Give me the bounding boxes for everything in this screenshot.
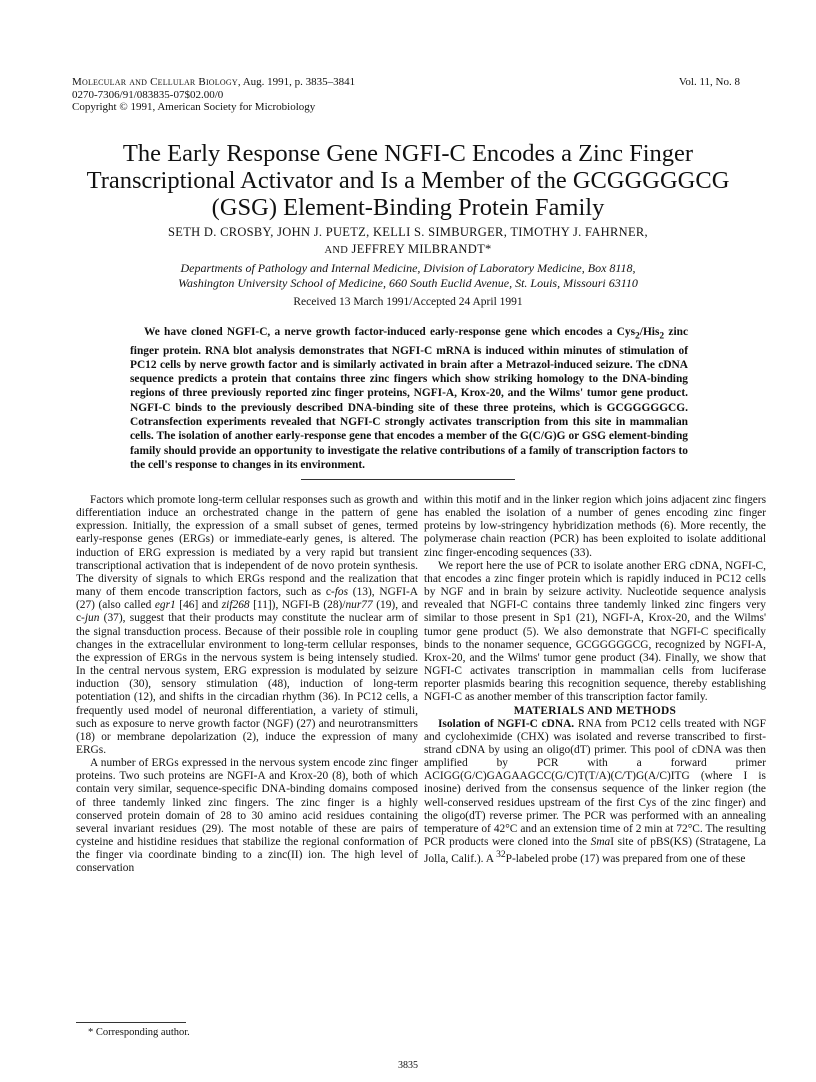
article-code: 0270-7306/91/083835-07$02.00/0 [72, 88, 224, 101]
page-number: 3835 [398, 1060, 418, 1071]
affiliation-line-1: Departments of Pathology and Internal Medicine, Division of Laboratory Medicine, Box 8118, [180, 261, 636, 275]
paragraph: within this motif and in the linker region which joins adjacent zinc fingers has enabled the isolation of a number of genes encoding zinc finger proteins by low-stringency hybridization methods (6). More recently, the polymerase chain reaction (PCR) has been exploited to isolate additional zinc finger-encoding sequences (33). [424, 494, 766, 559]
authors-line-1: SETH D. CROSBY, JOHN J. PUETZ, KELLI S. SIMBURGER, TIMOTHY J. FAHRNER, [168, 225, 648, 239]
footnote-divider [76, 1022, 186, 1023]
journal-name: Molecular and Cellular Biology [72, 76, 238, 88]
paragraph: We report here the use of PCR to isolate another ERG cDNA, NGFI-C, that encodes a zinc finger protein which is rapidly induced in PC12 cells by NGF and in brain by seizure activity. Nucleotide sequence analysis revealed that NGFI-C contains three tandemly linked zinc fingers very similar to those present in Sp1 (21), NGFI-A, Krox-20, and the Wilms' tumor gene product (5). We also demonstrate that NGFI-C specifically binds to the nonamer sequence, GCGGGGGCG, recognized by NGFI-A, Krox-20, and the Wilms' tumor gene product (34). Finally, we show that NGFI-C activates transcription in mammalian cells from luciferase reporter plasmids bearing this recognition sequence, thereby establishing NGFI-C as another member of this transcription factor family. [424, 559, 766, 704]
copyright-notice: Copyright © 1991, American Society for Microbiology [72, 101, 316, 113]
paragraph: A number of ERGs expressed in the nervous system encode zinc finger proteins. Two such proteins are NGFI-A and Krox-20 (8), both of which contain very similar, sequence-specific DNA-binding domains composed of three tandemly linked zinc fingers. The zinc finger is a highly conserved protein domain of 28 to 30 amino acid residues containing several invariant residues (29). The most notable of these are pairs of cysteine and histidine residues that stabilize the regional conformation of the finger via coordinate binding to a zinc(II) ion. The high level of conservation [76, 757, 418, 875]
abstract: We have cloned NGFI-C, a nerve growth factor-induced early-response gene which encodes a Cys$_2$/His$_2$ zinc finger protein. RNA blot analysis demonstrates that NGFI-C mRNA is induced within minutes of stimulation of PC12 cells by nerve growth factor and is similarly activated in brain after a Metrazol-induced seizure. The cDNA sequence predicts a protein that contains three zinc fingers which show striking homology to the DNA-binding regions of three previously reported zinc finger proteins, NGFI-A, Krox-20, and the Wilms' tumor gene product. NGFI-C binds to the previously described DNA-binding site of these three proteins, which is GCGGGGGCG. Cotransfection experiments revealed that NGFI-C strongly activates transcription from this site in mammalian cells. The isolation of another early-response gene that encodes a member of the G(C/G)G or GSG element-binding family should provide an opportunity to investigate the relative contributions of a family of transcription factors to the cell's response to changes in its environment. [130, 326, 688, 471]
received-dates: Received 13 March 1991/Accepted 24 April 1991 [293, 296, 523, 308]
article-title: The Early Response Gene NGFI-C Encodes a Zinc Finger Transcriptional Activator and Is a Member of the GCGGGGGCG (GSG) Element-Binding Protein Family [86, 140, 730, 221]
journal-issue: , Aug. 1991, p. 3835–3841 [237, 76, 356, 88]
body-right-column [424, 494, 766, 866]
footnote: * Corresponding author. [88, 1027, 190, 1038]
authors-line-2 [60, 241, 756, 259]
authors-and: AND [324, 245, 349, 256]
journal-citation [72, 76, 492, 89]
volume-number: Vol. 11, No. 8 [678, 76, 740, 88]
affiliation-line-2: Washington University School of Medicine, 660 South Euclid Avenue, St. Louis, Missouri 63110 [178, 275, 638, 290]
section-heading: MATERIALS AND METHODS [513, 704, 677, 717]
subsection-heading: Isolation of NGFI-C cDNA. [438, 717, 575, 730]
author-list [60, 224, 756, 259]
paragraph: Isolation of NGFI-C cDNA. RNA from PC12 cells treated with NGF and cycloheximide (CHX) was isolated and reverse transcribed to first-strand cDNA by using an oligo(dT) primer. This pool of cDNA was then amplified by PCR with a forward primer ACIGG(G/C)GAGAAGCC(G/C)T(T/A)(C/T)G(A/C)ITG (where I is inosine) derived from the consensus sequence of the linker region (the well-conserved residues upstream of the first Cys of the zinc finger) and the oligo(dT) reverse primer. The PCR was performed with an annealing temperature of 42°C and an extension time of 2 min at 72°C. The resulting PCR products were cloned into the SmaI site of pBS(KS) (Stratagene, La Jolla, Calif.). A $^{32}$P-labeled probe (17) was prepared from one of these [424, 717, 766, 866]
body-left-column [76, 494, 418, 876]
authors-last: JEFFREY MILBRANDT* [351, 242, 492, 256]
section-divider [301, 479, 515, 480]
affiliation [60, 261, 756, 290]
paragraph: Factors which promote long-term cellular responses such as growth and differentiation induce an orchestrated change in the pattern of gene expression. Initially, the expression of a small subset of genes, termed early-response genes (ERGs) or immediate-early genes, is altered. The induction of ERG expression is mediated by a very rapid but transient transcriptional activation that is independent of de novo protein synthesis. The diversity of signals to which ERGs respond and the realization that many of them encode transcription factors, such as c-fos (13), NGFI-A (27) (also called egr1 [46] and zif268 [11]), NGFI-B (28)/nur77 (19), and c-jun (37), suggest that their products may constitute the nuclear arm of the signal transduction process. Because of their possible role in coupling changes in the extracellular environment to long-term cellular responses, the expression of ERGs in the nervous system is being intensely studied. In the central nervous system, ERG expression is modulated by seizure induction (30), sensory stimulation (48), induction of long-term potentiation (12), and shifts in the circadian rhythm (36). In PC12 cells, a frequently used model of neuronal differentiation, a variety of stimuli, such as exposure to nerve growth factor (NGF) (27) and neurotransmitters (18) or membrane depolarization (2), induce the expression of many ERGs. [76, 494, 419, 756]
journal-header [72, 76, 492, 114]
